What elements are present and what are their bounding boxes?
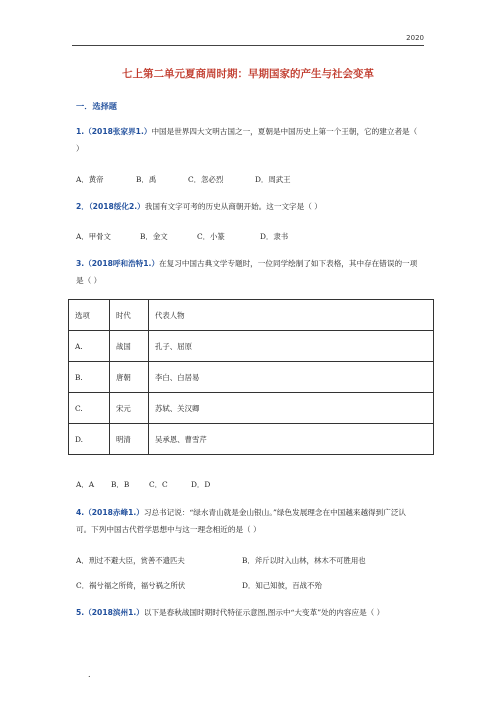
table-cell: 唐朝 — [110, 362, 149, 393]
option-b: B．禹 — [136, 175, 157, 184]
option-c: C．祸兮福之所倚，福兮祸之所伏 — [76, 581, 186, 590]
table-header-cell: 选项 — [69, 300, 110, 331]
question-number: 1.（2018张家界1.） — [76, 127, 152, 136]
option-d: D．周武王 — [255, 175, 291, 184]
question-text: 我国有文字可考的历史从商朝开始。这一文字是（ ） — [144, 202, 322, 211]
question-3 — [76, 255, 420, 289]
option-b: B．B — [111, 480, 130, 489]
question-number: 4.（2018赤峰1.） — [76, 508, 144, 517]
option-b: B．斧斤以时入山林，林木不可胜用也 — [242, 556, 366, 565]
header-year: 2020 — [406, 34, 424, 42]
question-3-table — [68, 299, 434, 455]
option-a: A．刑过不避大臣，赏善不遗匹夫 — [76, 556, 185, 565]
option-a: A．A — [76, 480, 95, 489]
table-row — [69, 362, 434, 393]
question-text: 在复习中国古典文学专题时，一位同学绘制了如下表格，其中存在错误的一项是（ ） — [76, 259, 418, 285]
question-2-options — [76, 231, 288, 242]
table-cell: C. — [69, 393, 110, 424]
option-d: D．D — [191, 480, 211, 489]
option-c: C．忽必烈 — [188, 175, 224, 184]
table-cell: 宋元 — [110, 393, 149, 424]
question-text: 以下是春秋战国时期时代特征示意图,图示中“大变革”处的内容应是（ ） — [143, 608, 385, 617]
question-number: 2．（2018绥化2.） — [76, 202, 145, 211]
option-b: B．金文 — [140, 232, 168, 241]
question-4-options-row2 — [76, 580, 322, 591]
option-a: A．黄帝 — [76, 175, 104, 184]
table-header-cell: 代表人物 — [149, 300, 434, 331]
question-2 — [76, 198, 420, 215]
option-c: C．C — [149, 480, 168, 489]
question-text: 中国是世界四大文明古国之一，夏朝是中国历史上第一个王朝，它的建立者是（ ） — [76, 127, 418, 153]
section-heading: 一．选择题 — [76, 101, 117, 111]
option-a: A．甲骨文 — [76, 232, 111, 241]
table-row — [69, 331, 434, 362]
question-number: 5.（2018滨州1.） — [76, 608, 144, 617]
header-rule — [72, 45, 424, 46]
option-d: D．隶书 — [260, 232, 289, 241]
question-3-options — [76, 479, 210, 490]
question-4-options — [76, 555, 366, 566]
table-cell: 吴承恩、曹雪芹 — [149, 424, 434, 455]
option-d: D．知己知彼，百战不殆 — [242, 581, 322, 590]
table-cell: B. — [69, 362, 110, 393]
question-1 — [76, 123, 420, 157]
question-number: 3.（2018呼和浩特1.） — [76, 259, 160, 268]
table-cell: 孔子、屈原 — [149, 331, 434, 362]
trailing-mark: . — [88, 670, 91, 679]
table-cell: 明清 — [110, 424, 149, 455]
table-cell: A. — [69, 331, 110, 362]
table-cell: 战国 — [110, 331, 149, 362]
question-4 — [76, 504, 420, 538]
question-1-options — [76, 174, 291, 185]
option-c: C．小篆 — [197, 232, 225, 241]
table-cell: 苏轼、关汉卿 — [149, 393, 434, 424]
table-row — [69, 424, 434, 455]
table-row — [69, 393, 434, 424]
table-header-row — [69, 300, 434, 331]
document-title: 七上第二单元夏商周时期：早期国家的产生与社会变革 — [122, 68, 374, 80]
table-cell: 李白、白居易 — [149, 362, 434, 393]
question-text: 习总书记说：“绿水青山就是金山银山。”绿色发展理念在中国越来越得到广泛认可。下列中国古代哲学思想中与这一理念相近的是（ ） — [76, 508, 407, 534]
question-5 — [76, 604, 420, 621]
table-header-cell: 时代 — [110, 300, 149, 331]
table-cell: D. — [69, 424, 110, 455]
